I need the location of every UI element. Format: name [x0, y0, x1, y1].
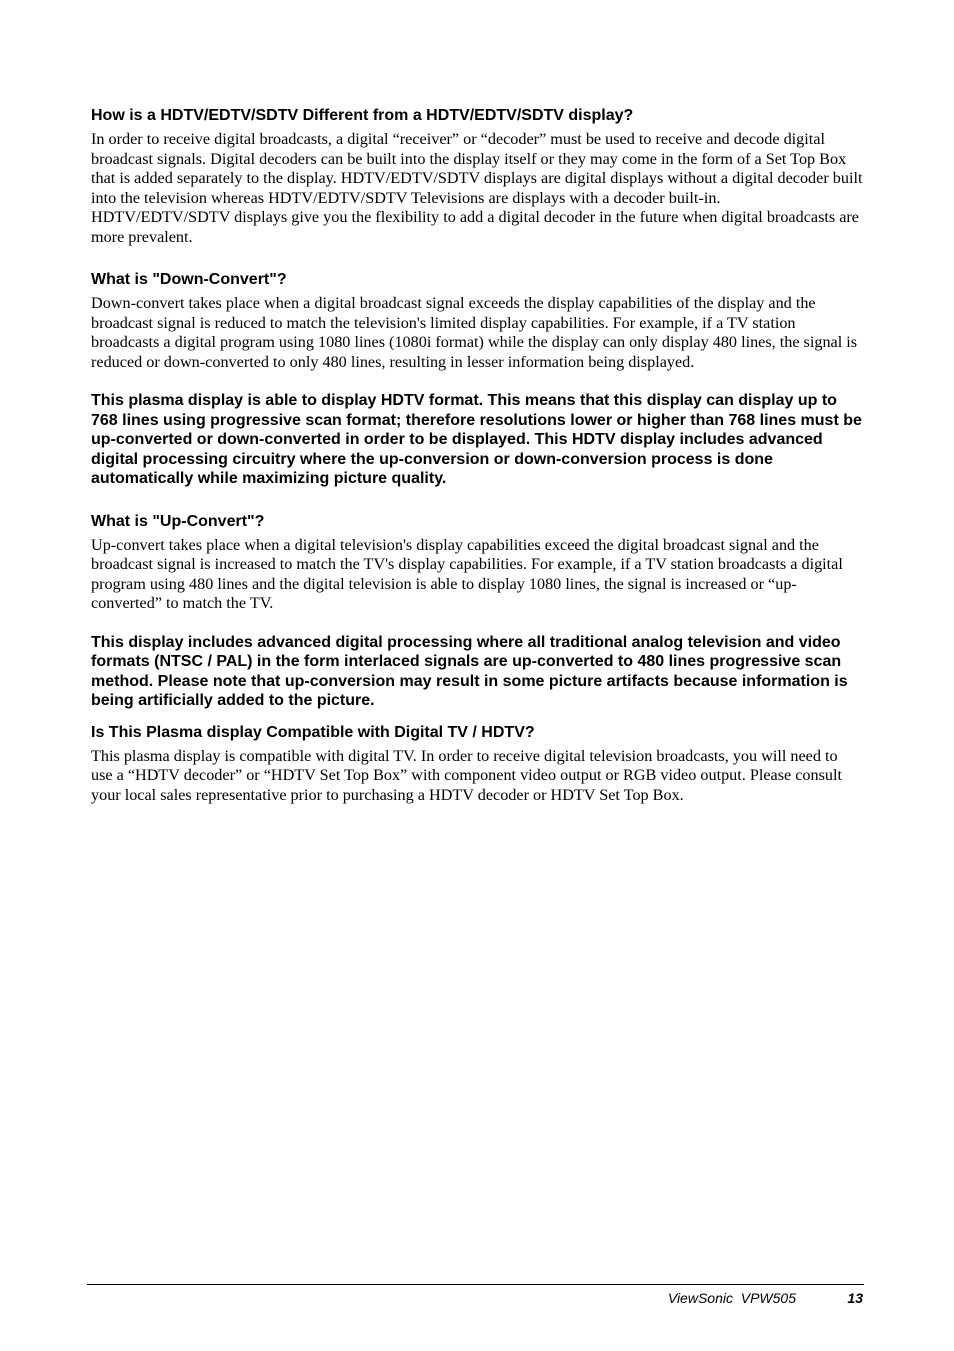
section-body-up-convert: Up-convert takes place when a digital television's display capabilities exceed the digital broadcast signal and the broadcast signal is increased to match the TV's display capabilities. For example, if a TV station broadcasts a digital program using 480 lines and the digital television is able to display 1080 lines, the signal is increased or “up-converted” to match the TV. [91, 535, 843, 612]
section-body-compatibility: This plasma display is compatible with digital TV. In order to receive digital television broadcasts, you will need to use a “HDTV decoder” or “HDTV Set Top Box” with component video output or RGB video output. Please consult your local sales representative prior to purchasing a HDTV decoder or HDTV Set Top Box. [91, 746, 843, 804]
page-content [91, 106, 863, 805]
footer-brand: ViewSonic VPW505 [667, 1290, 796, 1306]
section-heading-hdtv-difference: How is a HDTV/EDTV/SDTV Different from a HDTV/EDTV/SDTV display? [91, 107, 634, 124]
section-heading-down-convert: What is "Down-Convert"? [91, 271, 287, 288]
footer-page-number: 13 [847, 1290, 863, 1306]
section-note-up-convert: This display includes advanced digital processing where all traditional analog television and video formats (NTSC / PAL) in the form interlaced signals are up-converted to 480 lines progressive scan method. Please note that up-conversion may result in some picture artifacts because information is being artificially added to the picture. [91, 633, 848, 709]
section-body-hdtv-difference: In order to receive digital broadcasts, a digital “receiver” or “decoder” must be used to receive and decode digital broadcast signals. Digital decoders can be built into the display itself or they may come in the form of a Set Top Box that is added separately to the display. HDTV/EDTV/SDTV displays are digital displays without a digital decoder built into the television whereas HDTV/EDTV/SDTV Televisions are displays with a decoder built-in. HDTV/EDTV/SDTV displays give you the flexibility to add a digital decoder in the future when digital broadcasts are more prevalent. [91, 130, 863, 246]
section-heading-compatibility: Is This Plasma display Compatible with Digital TV / HDTV? [91, 723, 535, 741]
section-note-down-convert: This plasma display is able to display HDTV format. This means that this display can display up to 768 lines using progressive scan format; therefore resolutions lower or higher than 768 lines must be up-converted or down-converted in order to be displayed. This HDTV display includes advanced digital processing circuitry where the up-conversion or down-conversion process is done automatically while maximizing picture quality. [91, 392, 862, 487]
footer-rule [87, 1284, 864, 1285]
section-body-down-convert: Down-convert takes place when a digital broadcast signal exceeds the display capabilities of the display and the broadcast signal is reduced to match the television's limited display capabilities. For example, if a TV station broadcasts a digital program using 1080 lines (1080i format) while the display can only display 480 lines, the signal is reduced or down-converted to only 480 lines, resulting in lesser information being displayed. [91, 294, 858, 371]
section-heading-up-convert: What is "Up-Convert"? [91, 512, 265, 530]
